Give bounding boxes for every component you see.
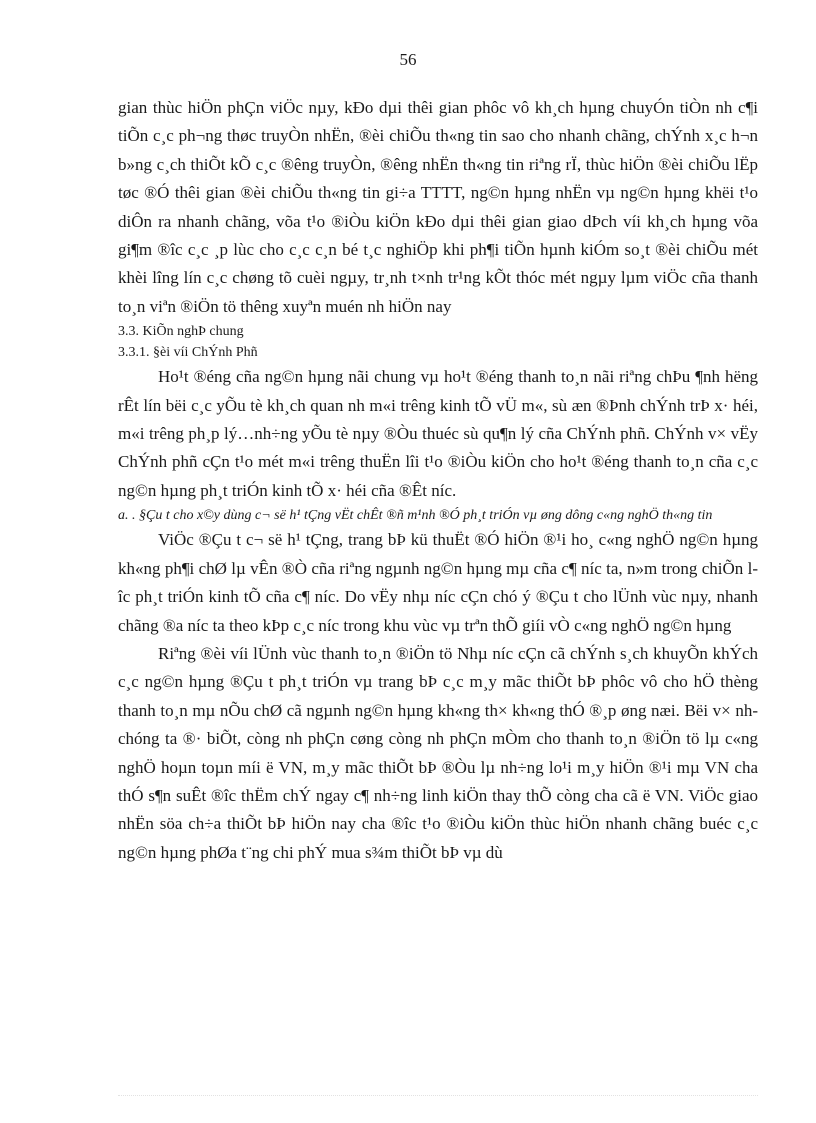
paragraph-infrastructure-investment: ViÖc ®Çu t c¬ së h¹ tÇng, trang bÞ kü thuËt ®Ó hiÖn ®¹i ho¸ c«ng nghÖ ng©n hµng kh«ng ph¶i chØ lµ vÊn ®Ò cña riªng ngµnh ng©n hµng mµ cña c¶ níc ta, n»m trong chiÕn lîc ph¸t triÓn kinh tÕ cña c¶ níc. Do vËy nhµ níc cÇn chó ý ®Çu t cho lÜnh vùc nµy, nhanh chãng ®a níc ta theo kÞp c¸c níc trong khu vùc vµ trªn thÕ giíi vÒ c«ng nghÖ ng©n hµng [118,530,758,635]
paragraph-government-role: Ho¹t ®éng cña ng©n hµng nãi chung vµ ho¹t ®éng thanh to¸n nãi riªng chÞu ¶nh hëng rÊt lín bëi c¸c yÕu tè kh¸ch quan nh m«i trêng kinh tÕ vÜ m«, sù æn ®Þnh chÝnh trÞ x· héi, m«i trêng ph¸p lý…nh÷ng yÕu tè nµy ®Òu thuéc sù qu¶n lý cña ChÝnh phñ. ChÝnh v× vËy ChÝnh phñ cÇn t¹o mét m«i trêng thuËn lîi t¹o ®iÒu kiÖn cho ho¹t ®éng thanh to¸n cña c¸c ng©n hµng ph¸t triÓn kinh tÕ x· héi cña ®Êt níc. [118,367,758,500]
section-heading-3-3-1: 3.3.1. §èi víi ChÝnh Phñ [118,345,258,361]
subheading-a-infrastructure: a. . §Çu t cho x©y dùng c¬ së h¹ tÇng vËt chÊt ®ñ m¹nh ®Ó ph¸t triÓn vµ øng dông c«ng nghÖ th«ng tin [118,508,713,524]
document-body [118,94,758,867]
section-heading-3-3: 3.3. KiÕn nghÞ chung [118,324,244,340]
paragraph-electronic-payment-policy: Riªng ®èi víi lÜnh vùc thanh to¸n ®iÖn tö Nhµ níc cÇn cã chÝnh s¸ch khuyÕn khÝch c¸c ng©n hµng ®Çu t ph¸t triÓn vµ trang bÞ c¸c m¸y mãc thiÕt bÞ phôc vô cho hÖ thèng thanh to¸n mµ nÕu chØ cã ngµnh ng©n hµng kh«ng th× kh«ng thÓ ®¸p øng næi. Bëi v× nh chóng ta ®· biÕt, còng nh phÇn cøng còng nh phÇn mÒm cho thanh to¸n ®iÖn tö lµ c«ng nghÖ hoµn toµn míi ë VN, m¸y mãc thiÕt bÞ ®Òu lµ nh÷ng lo¹i m¸y hiÖn ®¹i mµ VN cha thÓ s¶n suÊt ®îc thËm chÝ ngay c¶ nh÷ng linh kiÖn thay thÕ còng cha cã ë VN. ViÖc giao nhËn söa ch÷a thiÕt bÞ hiÖn nay cha ®îc t¹o ®iÒu kiÖn thùc hiÖn nhanh chãng buéc c¸c ng©n hµng phØa t¨ng chi phÝ mua s¾m thiÕt bÞ vµ dù [118,643,758,862]
footer-divider [118,1095,758,1096]
page-number: 56 [399,50,417,69]
paragraph-continuation: gian thùc hiÖn phÇn viÖc nµy, kÐo dµi thêi gian phôc vô kh¸ch hµng chuyÓn tiÒn nh c¶i tiÕn c¸c ph¬ng thøc truyÒn nhËn, ®èi chiÕu th«ng tin sao cho nhanh chãng, chÝnh x¸c h¬n b»ng c¸ch thiÕt kÕ c¸c ®êng truyÒn, ®êng nhËn th«ng tin riªng rÏ, thùc hiÖn ®èi chiÕu lËp tøc ®Ó thêi gian ®èi chiÕu th«ng tin gi÷a TTTT, ng©n hµng nhËn vµ ng©n hµng khëi t¹o diÔn ra nhanh chãng, võa t¹o ®iÒu kiÖn kÐo dµi thêi gian giao dÞch víi kh¸ch hµng võa gi¶m ®îc c¸c ¸p lùc cho c¸c c¸n bé t¸c nghiÖp khi ph¶i tiÕn hµnh kiÓm so¸t ®èi chiÕu mét khèi lîng lín c¸c chøng tõ cuèi ngµy, tr¸nh t×nh tr¹ng kÕt thóc mét ngµy lµm viÖc cña thanh to¸n viªn ®iÖn tö thêng xuyªn muén nh hiÖn nay [118,98,758,316]
